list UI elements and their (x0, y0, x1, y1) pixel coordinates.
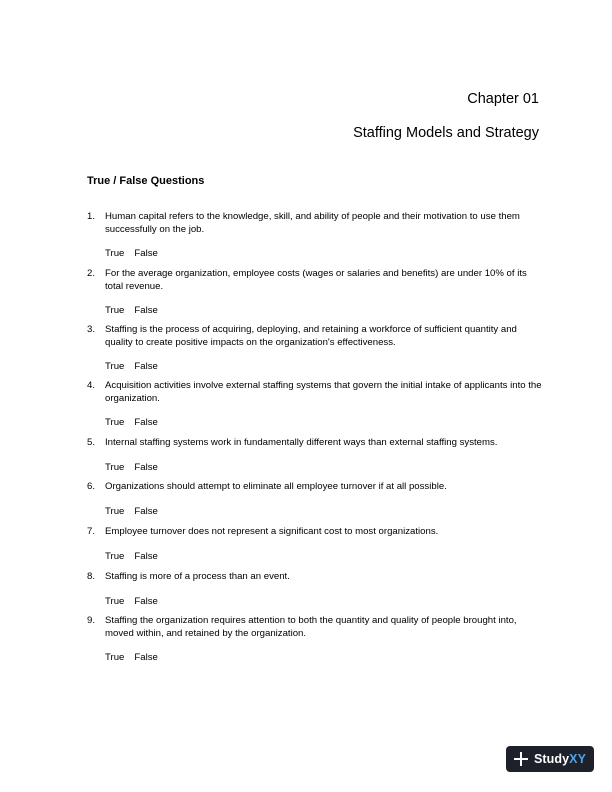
brand-name-part1: Study (533, 752, 570, 766)
question-text: Acquisition activities involve external staffing systems that govern the initial intake of applicants into the organization. (105, 380, 542, 404)
option-true[interactable]: True (105, 361, 125, 373)
option-true[interactable]: True (105, 248, 125, 260)
question-item (87, 481, 547, 518)
option-false[interactable]: False (134, 361, 158, 373)
question-text: Staffing the organization requires attention to both the quantity and quality of people brought into, moved within, and retained by the organization. (105, 615, 517, 639)
answer-options (105, 652, 547, 665)
question-item (87, 526, 547, 563)
question-number: 4. (87, 380, 96, 391)
option-false[interactable]: False (134, 550, 158, 562)
option-false[interactable]: False (134, 652, 158, 664)
answer-options (105, 361, 547, 374)
option-true[interactable]: True (105, 652, 125, 664)
option-false[interactable]: False (134, 505, 158, 517)
studyxy-badge[interactable] (506, 746, 594, 772)
question-item (87, 380, 547, 430)
plus-icon (514, 752, 528, 766)
question-text: Employee turnover does not represent a significant cost to most organizations. (105, 526, 439, 537)
question-number: 7. (87, 526, 96, 537)
question-text: Staffing is more of a process than an event. (105, 571, 290, 582)
option-false[interactable]: False (134, 595, 158, 607)
question-item (87, 615, 547, 665)
question-number: 9. (87, 615, 96, 626)
answer-options (105, 596, 547, 609)
option-true[interactable]: True (105, 305, 125, 317)
chapter-subtitle: Staffing Models and Strategy (353, 125, 539, 141)
brand-name (534, 752, 586, 766)
option-false[interactable]: False (134, 248, 158, 260)
option-true[interactable]: True (105, 595, 125, 607)
question-number: 2. (87, 268, 96, 279)
question-item (87, 211, 547, 261)
option-false[interactable]: False (134, 461, 158, 473)
answer-options (105, 248, 547, 261)
option-true[interactable]: True (105, 505, 125, 517)
option-true[interactable]: True (105, 417, 125, 429)
question-number: 1. (87, 211, 96, 222)
option-true[interactable]: True (105, 550, 125, 562)
option-false[interactable]: False (134, 417, 158, 429)
question-item (87, 437, 547, 474)
chapter-heading: Chapter 01 (467, 91, 539, 107)
question-text: Organizations should attempt to eliminate all employee turnover if at all possible. (105, 481, 447, 492)
option-false[interactable]: False (134, 305, 158, 317)
question-number: 5. (87, 437, 96, 448)
question-text: Staffing is the process of acquiring, deploying, and retaining a workforce of sufficient quantity and quality to create positive impacts on the organization's effectiveness. (105, 324, 517, 348)
answer-options (105, 551, 547, 564)
answer-options (105, 462, 547, 475)
answer-options (105, 305, 547, 318)
brand-name-part2: XY (569, 752, 587, 766)
section-title: True / False Questions (87, 175, 205, 187)
question-item (87, 571, 547, 608)
question-number: 8. (87, 571, 96, 582)
option-true[interactable]: True (105, 461, 125, 473)
question-text: Internal staffing systems work in fundamentally different ways than external staffing systems. (105, 437, 498, 448)
question-text: Human capital refers to the knowledge, skill, and ability of people and their motivation to use them successfully on the job. (105, 211, 520, 235)
question-number: 3. (87, 324, 96, 335)
question-item (87, 268, 547, 318)
answer-options (105, 506, 547, 519)
answer-options (105, 417, 547, 430)
question-number: 6. (87, 481, 96, 492)
question-text: For the average organization, employee costs (wages or salaries and benefits) are under 10% of its total revenue. (105, 268, 527, 292)
question-item (87, 324, 547, 374)
